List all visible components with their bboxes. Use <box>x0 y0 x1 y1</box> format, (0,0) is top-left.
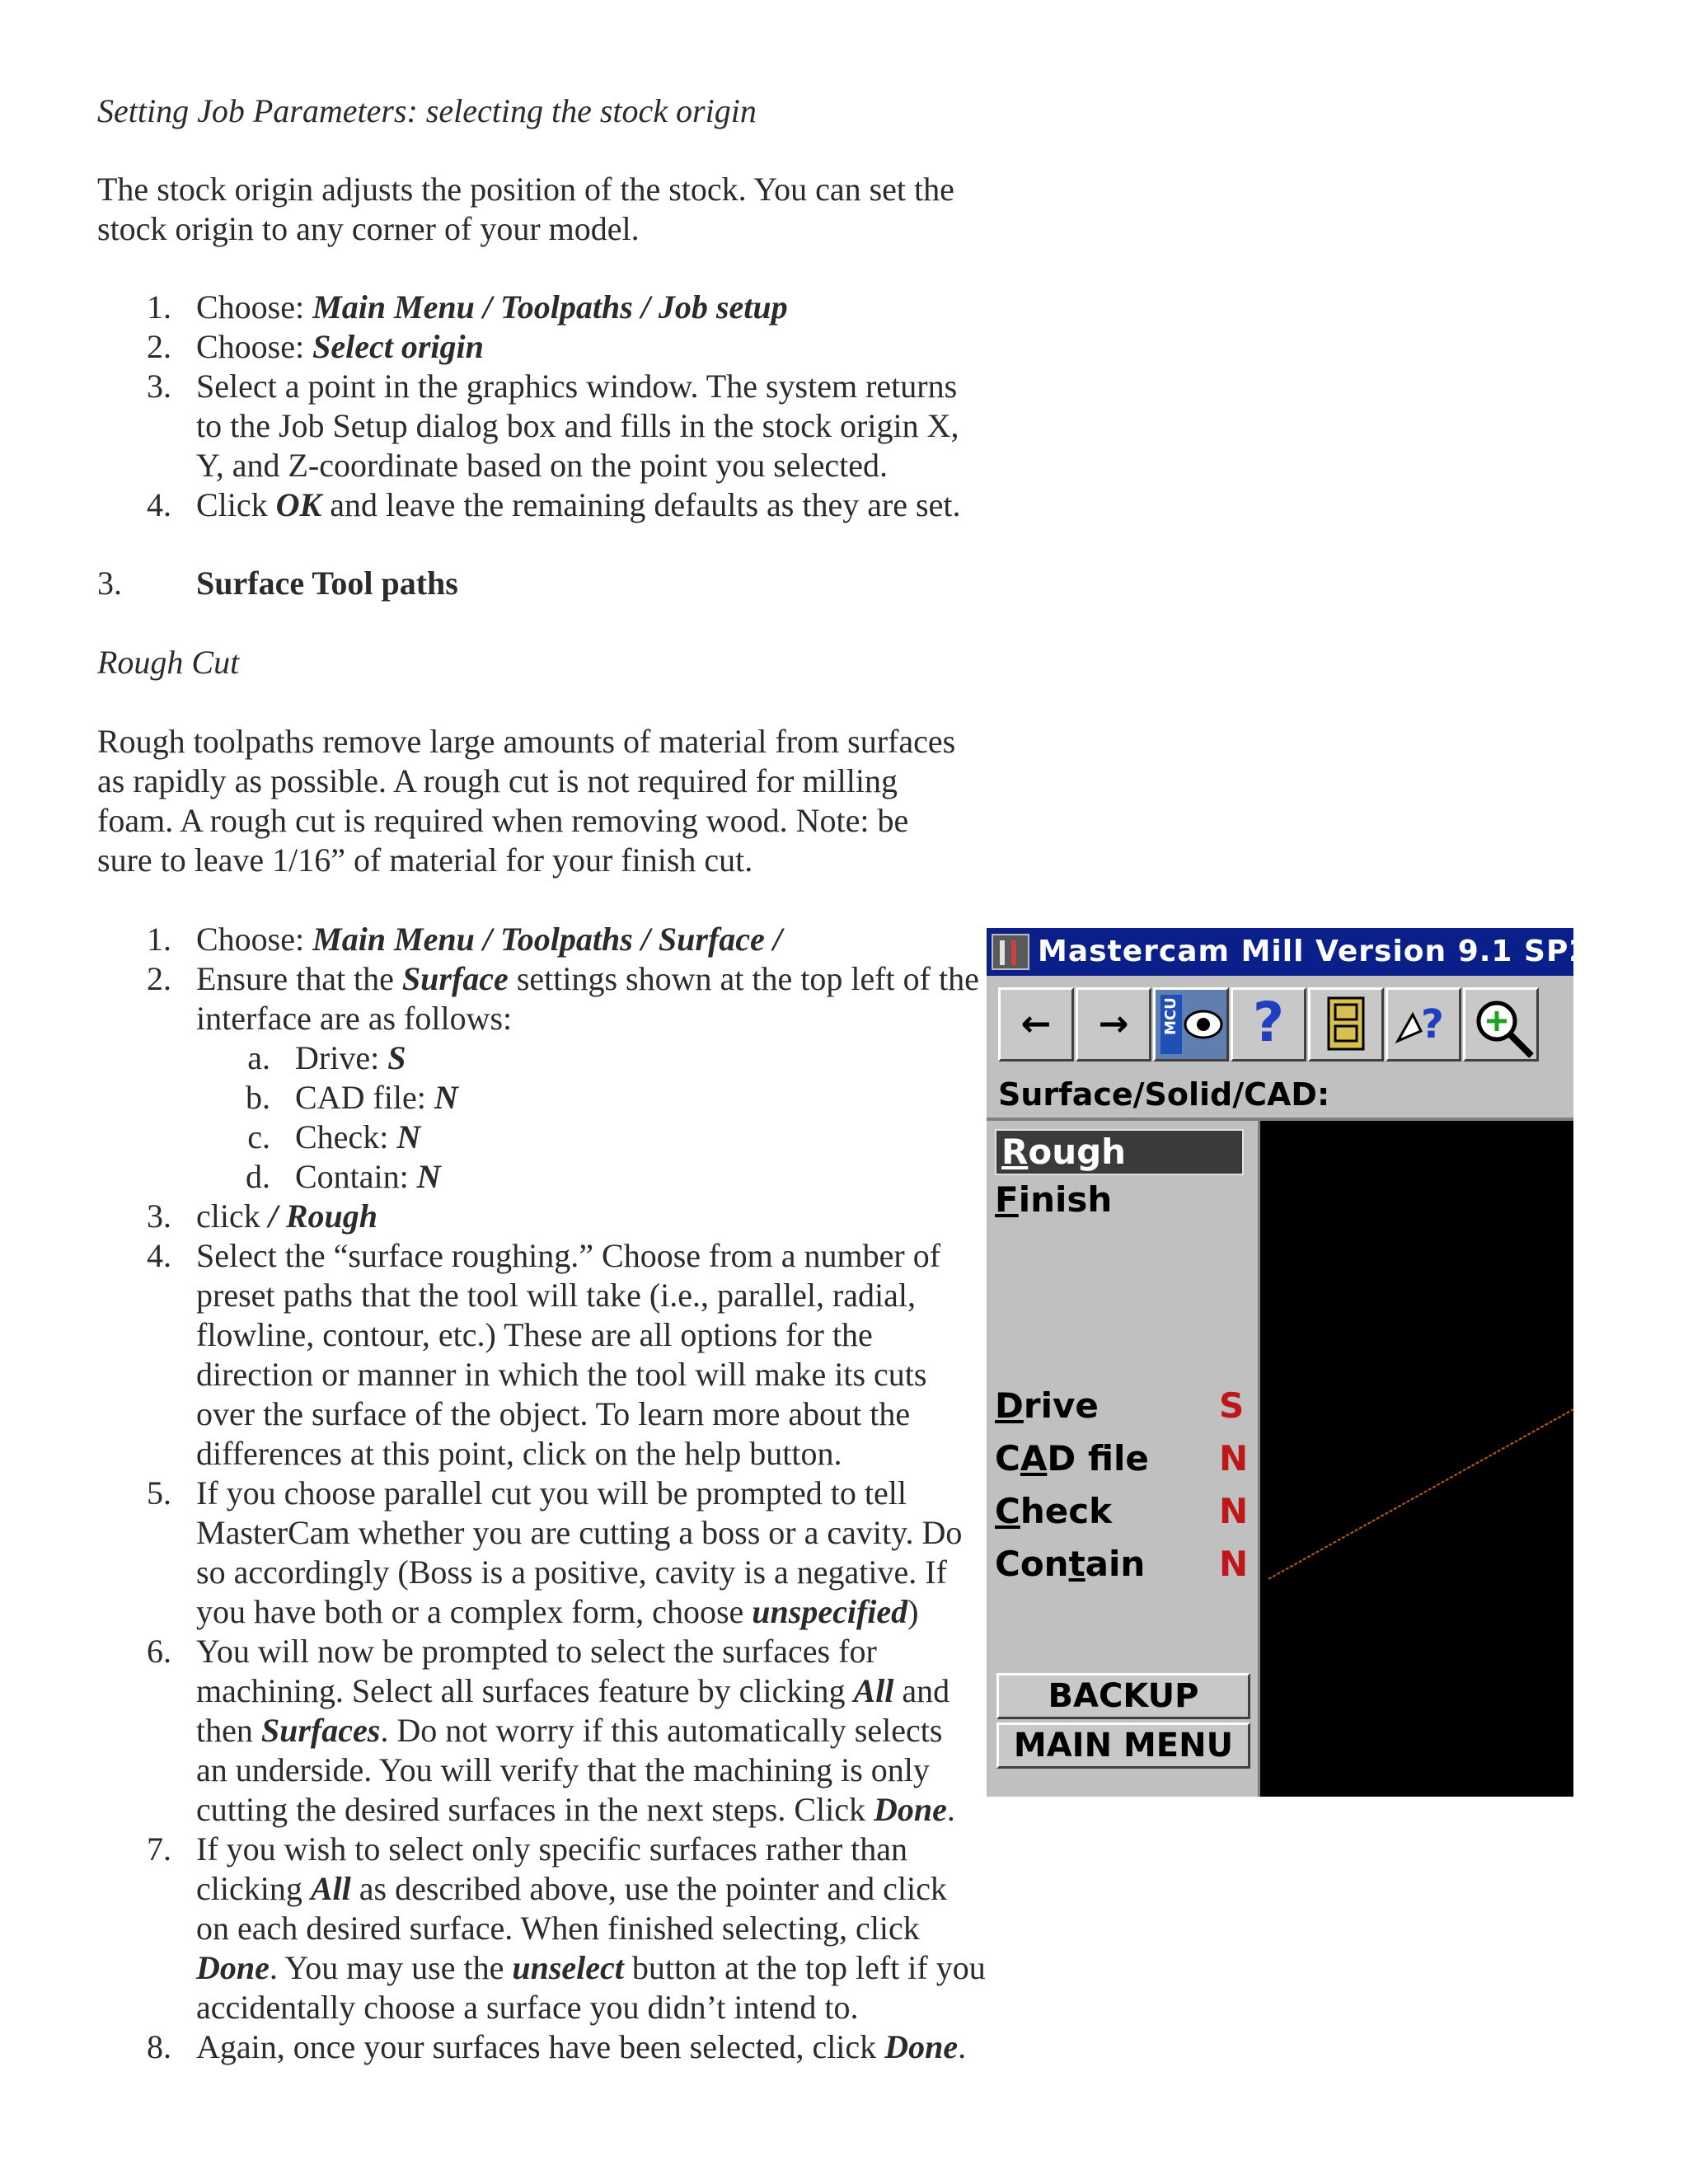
sub-label: CAD file: <box>295 1079 434 1116</box>
rough-step-7-line-5: accidentally choose a surface you didn’t intend to. <box>196 1989 859 2026</box>
sub-letter: c. <box>247 1118 270 1155</box>
menu-path: Main Menu / Toolpaths / Surface / <box>312 921 782 958</box>
menu-item-rough[interactable] <box>995 1129 1244 1175</box>
menu-item-label: ough <box>1028 1132 1127 1172</box>
rough-step-6-line-3 <box>196 1711 942 1750</box>
mastercam-screenshot <box>987 928 1662 1797</box>
step-text: . Do not worry if this automatically selects <box>380 1712 943 1749</box>
rough-para-line-2: as rapidly as possible. A rough cut is not required for milling <box>97 762 898 799</box>
step-text: settings shown at the top left of the <box>508 960 979 997</box>
menu-item-label: rive <box>1023 1385 1099 1426</box>
step-number: 5. <box>147 1474 171 1511</box>
sub-item-check <box>295 1118 420 1157</box>
step-number: 8. <box>147 2028 171 2065</box>
step-number: 2. <box>147 328 171 365</box>
mcu-view-button[interactable] <box>1153 987 1229 1062</box>
question-mark-icon: ? <box>1252 991 1285 1054</box>
menu-path: Select origin <box>312 328 484 365</box>
rough-step-4-line-3: flowline, contour, etc.) These are all options for the <box>196 1316 873 1353</box>
step-number: 4. <box>147 1237 171 1274</box>
menu-item-label: D file <box>1047 1438 1149 1479</box>
rough-step-3 <box>196 1197 377 1236</box>
mastercam-logo-icon <box>992 934 1029 970</box>
rough-step-2-line-1 <box>196 959 979 999</box>
step-number: 6. <box>147 1633 171 1670</box>
rough-step-7-line-4 <box>196 1948 986 1988</box>
arrow-right-icon: → <box>1098 1003 1129 1045</box>
step-text: ) <box>907 1593 919 1630</box>
step-text: Click <box>196 486 276 523</box>
done-emphasis: Done <box>874 1791 947 1828</box>
step-text: Choose: <box>196 328 313 365</box>
magnifier-icon <box>1465 990 1536 1059</box>
menu-item-label: C <box>995 1438 1020 1479</box>
menu-item-check[interactable] <box>995 1490 1112 1533</box>
sub-label: Contain: <box>295 1158 417 1195</box>
ok-emphasis: OK <box>275 486 322 523</box>
sub-item-drive <box>295 1038 406 1078</box>
menu-hotkey: F <box>995 1179 1019 1220</box>
section-heading-stock-origin: Setting Job Parameters: selecting the stock origin <box>97 92 757 129</box>
rough-step-2-line-2: interface are as follows: <box>196 1000 513 1037</box>
contain-flag: N <box>1219 1544 1249 1584</box>
menu-item-finish[interactable] <box>995 1179 1112 1221</box>
step-number: 2. <box>147 960 171 997</box>
step-text: clicking <box>196 1870 311 1907</box>
done-emphasis: Done <box>196 1949 270 1986</box>
step-number: 1. <box>147 921 171 958</box>
mastercam-window-title: Mastercam Mill Version 9.1 SP2 - C: <box>1038 935 1662 968</box>
sub-item-cad-file <box>295 1078 458 1118</box>
step-1-text <box>196 288 788 327</box>
menu-hotkey: C <box>995 1491 1020 1531</box>
rough-step-4-line-2: preset paths that the tool will take (i.e., parallel, radial, <box>196 1277 917 1314</box>
rough-step-6-line-1: You will now be prompted to select the surfaces for <box>196 1633 877 1670</box>
all-emphasis: All <box>310 1870 351 1907</box>
sub-letter: d. <box>246 1158 270 1195</box>
menu-path: Main Menu / Toolpaths / Job setup <box>312 288 788 326</box>
all-emphasis: All <box>853 1672 894 1709</box>
step-number: 1. <box>147 288 171 326</box>
menu-item-label: inish <box>1018 1179 1113 1220</box>
menu-item-cad-file[interactable] <box>995 1437 1149 1480</box>
step-number: 3. <box>147 1197 171 1235</box>
step-text: as described above, use the pointer and click <box>350 1870 947 1907</box>
rough-step-5-line-2: MasterCam whether you are cutting a boss or a cavity. Do <box>196 1514 963 1551</box>
rough-step-7-line-1: If you wish to select only specific surfaces rather than <box>196 1830 908 1868</box>
step-text: then <box>196 1712 261 1749</box>
section-number: 3. <box>97 565 122 602</box>
back-button[interactable] <box>998 987 1074 1062</box>
intro-line-2: stock origin to any corner of your model. <box>97 210 640 247</box>
menu-item-drive[interactable] <box>995 1385 1099 1427</box>
sub-item-contain <box>295 1157 441 1197</box>
done-emphasis: Done <box>884 2028 959 2065</box>
rough-step-5-line-1: If you choose parallel cut you will be prompted to tell <box>196 1474 907 1511</box>
rough-step-7-line-2 <box>196 1869 947 1909</box>
rough-para-line-1: Rough toolpaths remove large amounts of material from surfaces <box>97 723 956 760</box>
step-number: 4. <box>147 486 171 523</box>
backup-button[interactable]: BACKUP <box>996 1673 1250 1719</box>
step-text: Choose: <box>196 921 313 958</box>
help-button[interactable] <box>1231 987 1306 1062</box>
cad-file-flag: N <box>1219 1438 1249 1479</box>
step-3-line-1: Select a point in the graphics window. The system returns <box>196 368 958 405</box>
rough-step-6-line-5 <box>196 1790 955 1830</box>
menu-hotkey: D <box>995 1385 1024 1426</box>
arrow-left-icon: ← <box>1020 1003 1052 1045</box>
surfaces-emphasis: Surfaces <box>260 1712 381 1749</box>
rough-step-6-line-4: an underside. You will verify that the machining is only <box>196 1751 930 1788</box>
step-number: 7. <box>147 1830 171 1868</box>
step-text: Again, once your surfaces have been selected, click <box>196 2028 885 2065</box>
step-text: you have both or a complex form, choose <box>196 1593 753 1630</box>
step-text: button at the top left if you <box>623 1949 986 1986</box>
unspecified-emphasis: unspecified <box>752 1593 908 1630</box>
rough-step-5-line-3: so accordingly (Boss is a positive, cavity is a negative. If <box>196 1554 947 1591</box>
step-text: machining. Select all surfaces feature by clicking <box>196 1672 854 1709</box>
section-title: Surface Tool paths <box>196 565 458 602</box>
sub-letter: a. <box>247 1039 270 1076</box>
sub-value: N <box>434 1079 458 1116</box>
step-text: click <box>196 1197 269 1235</box>
sub-label: Drive: <box>295 1039 388 1076</box>
sub-letter: b. <box>246 1079 270 1116</box>
drive-flag: S <box>1219 1385 1245 1426</box>
surface-emphasis: Surface <box>401 960 509 997</box>
rough-para-line-4: sure to leave 1/16” of material for your finish cut. <box>97 841 753 879</box>
surface-menu <box>987 1121 1260 1797</box>
file-cabinet-icon <box>1311 990 1381 1059</box>
mastercam-toolbar <box>987 976 1573 1068</box>
rough-para-line-3: foam. A rough cut is required when removing wood. Note: be <box>97 802 909 839</box>
step-3-line-3: Y, and Z-coordinate based on the point you selected. <box>196 447 889 484</box>
step-text: . <box>958 2028 967 2065</box>
rough-step-8 <box>196 2027 966 2067</box>
menu-item-label: heck <box>1020 1491 1113 1531</box>
step-text: Choose: <box>196 288 313 326</box>
sub-value: N <box>416 1158 441 1195</box>
step-2-text <box>196 327 484 367</box>
rough-step-7-line-3: on each desired surface. When finished selecting, click <box>196 1910 920 1947</box>
menu-hotkey: R <box>1001 1132 1029 1172</box>
menu-item-label: Con <box>995 1544 1069 1584</box>
main-menu-button[interactable]: MAIN MENU <box>996 1722 1250 1769</box>
rough-step-5-line-4 <box>196 1592 918 1632</box>
rough-step-4-line-5: over the surface of the object. To learn more about the <box>196 1395 911 1432</box>
rough-step-4-line-1: Select the “surface roughing.” Choose from a number of <box>196 1237 941 1274</box>
step-text: . You may use the <box>269 1949 513 1986</box>
graphics-window[interactable] <box>1260 1121 1573 1797</box>
rough-step-1 <box>196 920 782 959</box>
step-text: Ensure that the <box>196 960 402 997</box>
forward-button[interactable] <box>1076 987 1151 1062</box>
step-text: and <box>893 1672 950 1709</box>
step-text: and leave the remaining defaults as they are set. <box>321 486 961 523</box>
step-number: 3. <box>147 368 171 405</box>
toolpath-line <box>1260 1121 1573 1797</box>
rough-emphasis: / Rough <box>268 1197 378 1235</box>
mcu-label: MCU <box>1162 997 1179 1035</box>
sub-value: N <box>396 1118 421 1155</box>
sub-label: Check: <box>295 1118 397 1155</box>
pointer-help-button[interactable] <box>1386 987 1461 1062</box>
file-cabinet-button[interactable] <box>1308 987 1384 1062</box>
menu-item-label: ain <box>1085 1544 1146 1584</box>
menu-hotkey: t <box>1068 1544 1085 1584</box>
step-text: . <box>946 1791 955 1828</box>
menu-heading: Surface/Solid/CAD: <box>998 1076 1330 1113</box>
menu-item-contain[interactable] <box>995 1543 1145 1586</box>
check-flag: N <box>1219 1491 1249 1531</box>
rough-step-6-line-2 <box>196 1671 950 1711</box>
rough-step-4-line-6: differences at this point, click on the help button. <box>196 1435 842 1472</box>
step-3-line-2: to the Job Setup dialog box and fills in the stock origin X, <box>196 407 959 444</box>
subheading-rough-cut: Rough Cut <box>97 644 240 681</box>
step-4-text <box>196 485 960 525</box>
step-text: cutting the desired surfaces in the next steps. Click <box>196 1791 874 1828</box>
zoom-button[interactable] <box>1463 987 1539 1062</box>
mastercam-titlebar <box>987 928 1662 976</box>
menu-hotkey: A <box>1020 1438 1048 1479</box>
question-mark-icon: ? <box>1421 1001 1444 1047</box>
unselect-emphasis: unselect <box>512 1949 624 1986</box>
sub-value: S <box>387 1039 406 1076</box>
rough-step-4-line-4: direction or manner in which the tool will make its cuts <box>196 1356 927 1393</box>
intro-line-1: The stock origin adjusts the position of the stock. You can set the <box>97 171 954 208</box>
